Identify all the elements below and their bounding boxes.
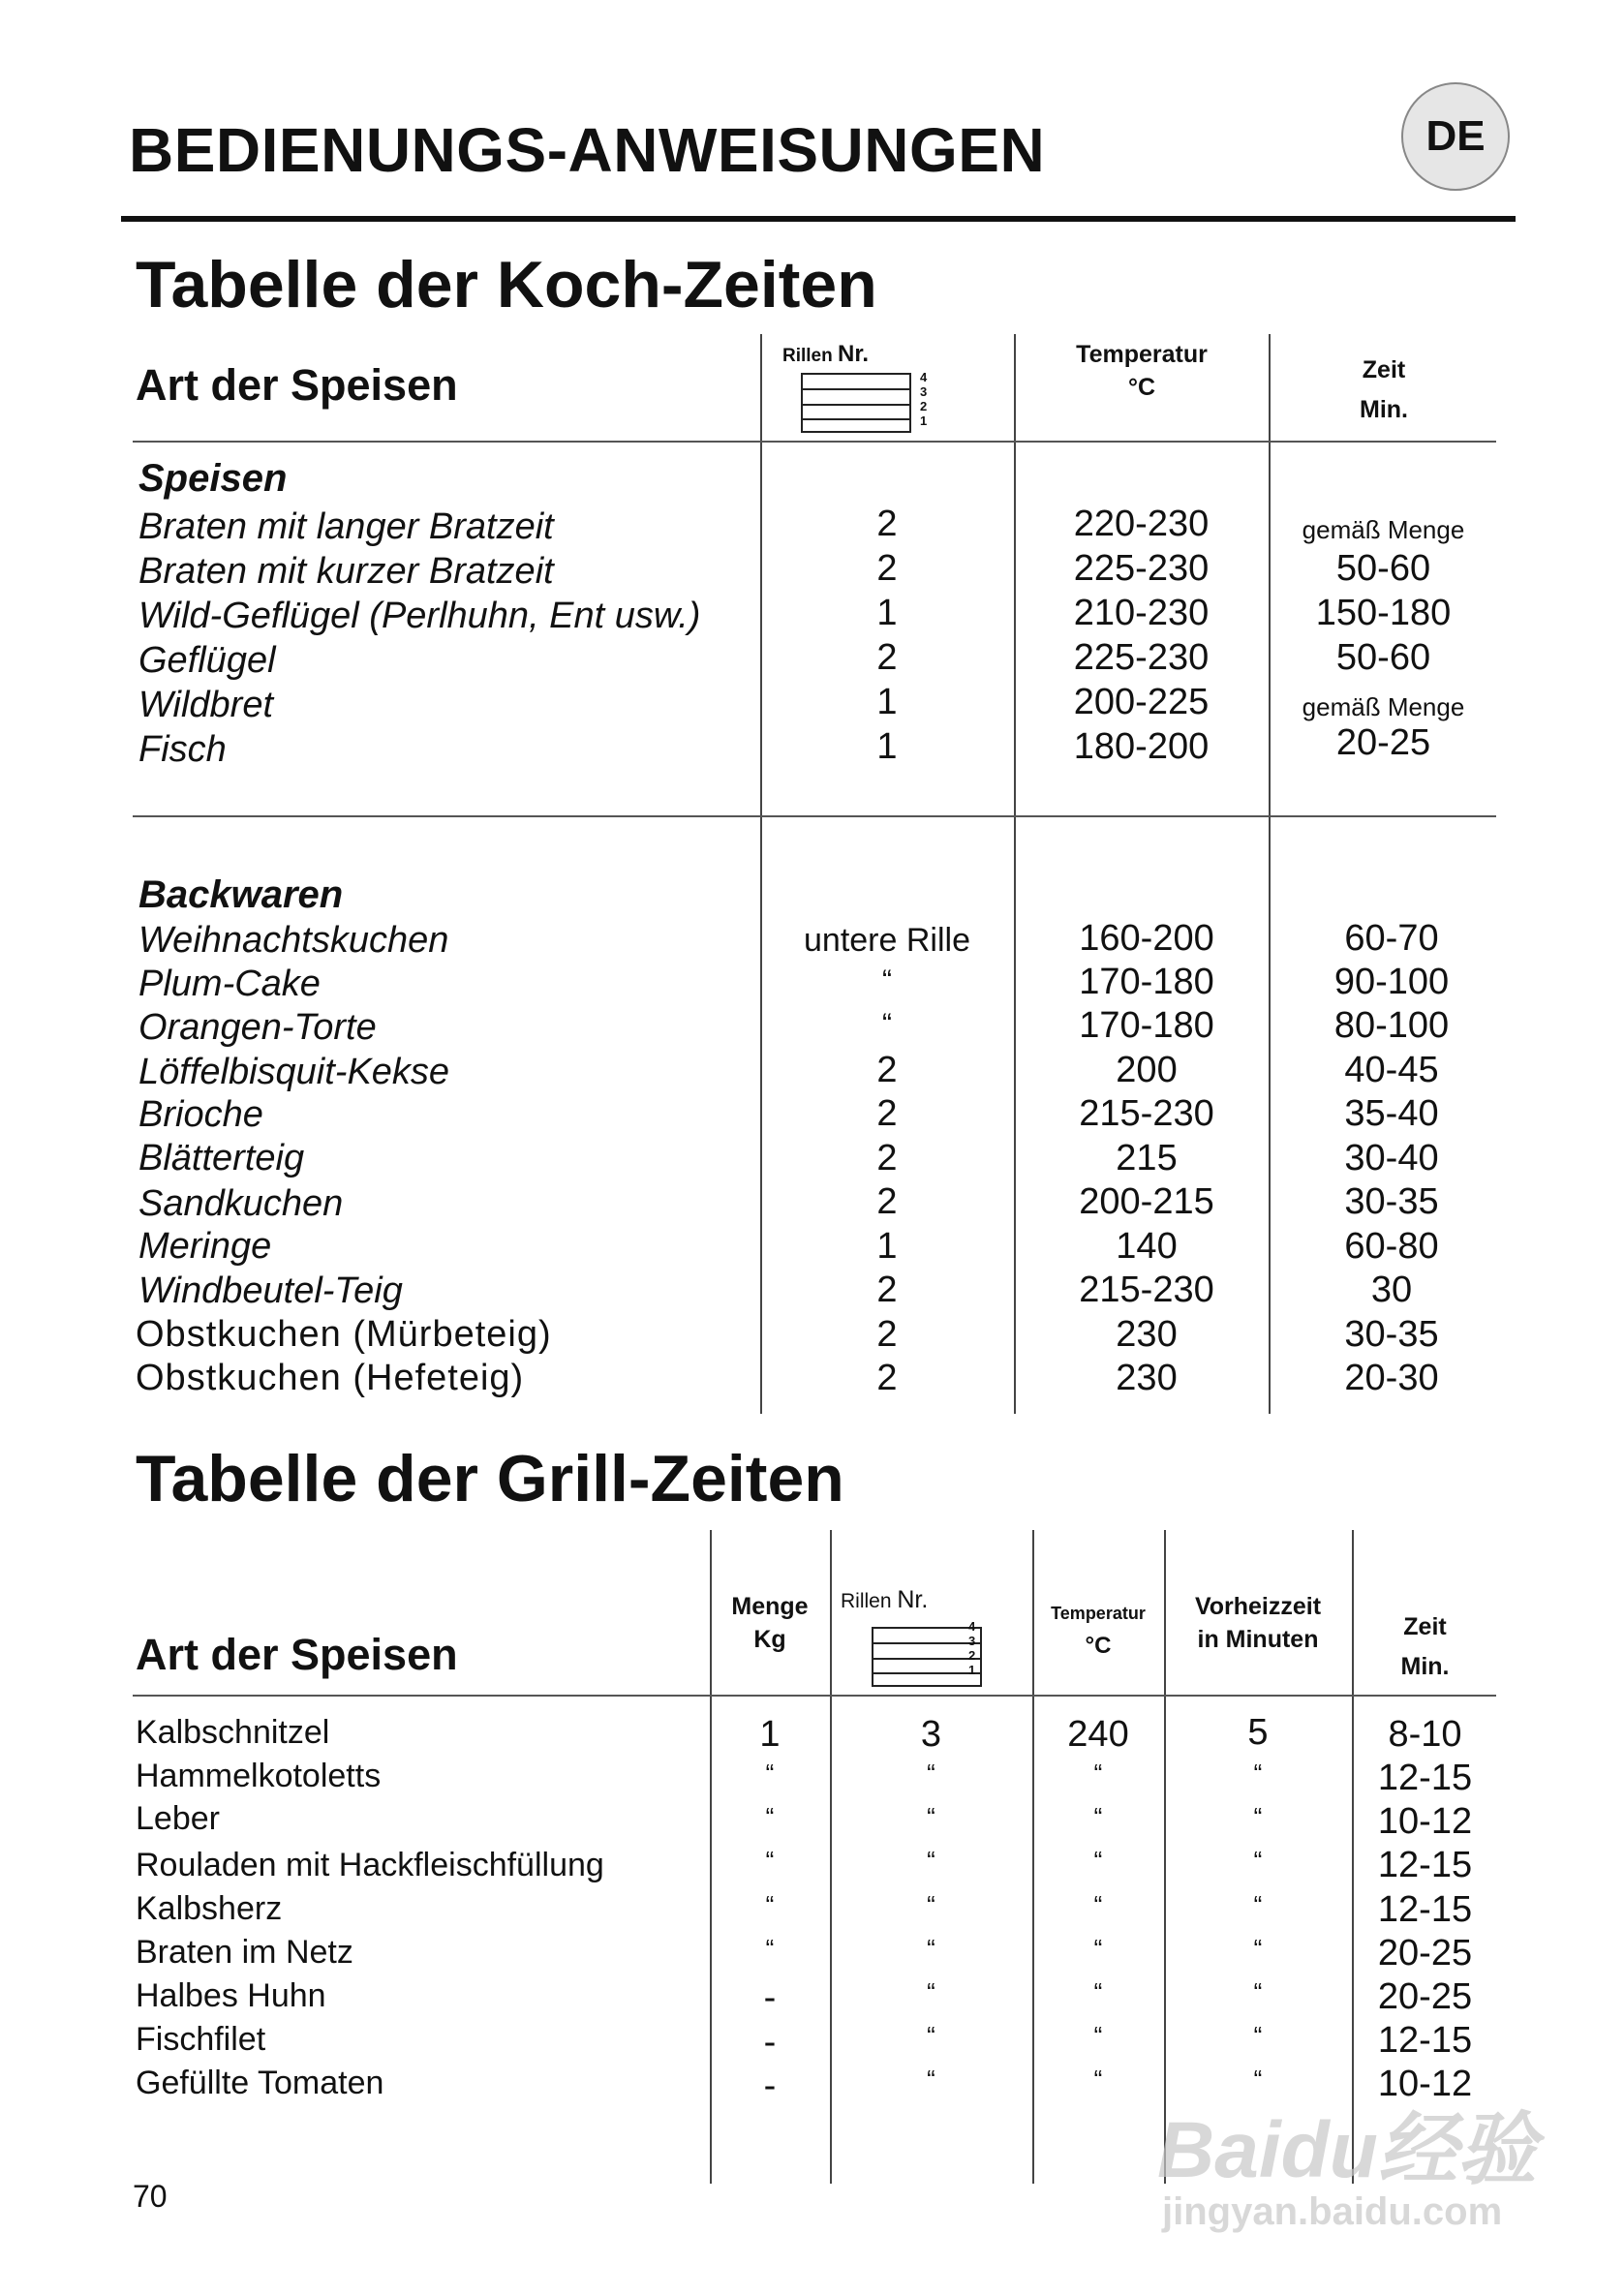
watermark-url: jingyan.baidu.com: [1162, 2190, 1503, 2233]
table-cell-rille: “: [927, 1934, 935, 1963]
table-row-dish: Plum-Cake: [138, 964, 321, 1004]
table-cell-zeit: 150-180: [1315, 593, 1452, 633]
table-cell-temp: “: [1093, 1934, 1103, 1963]
table-cell-vorheiz: “: [1253, 2065, 1263, 2094]
table-cell-rille: 1: [876, 682, 898, 722]
table-cell-vorheiz: “: [1253, 1759, 1263, 1788]
table-cell-menge: “: [765, 1802, 775, 1831]
table-row-dish: Löffelbisquit-Kekse: [138, 1052, 450, 1092]
table-cell-temp: “: [1093, 2021, 1103, 2050]
table-cell-rille: “: [882, 1008, 892, 1040]
table-row-dish: Weihnachtskuchen: [138, 920, 449, 961]
table-cell-vorheiz: “: [1253, 1890, 1263, 1919]
table-cell-vorheiz: 5: [1247, 1712, 1269, 1753]
table-cell-zeit: 60-80: [1344, 1226, 1439, 1267]
table-cell-menge: “: [765, 1846, 775, 1875]
table-cell-rille: 2: [876, 1270, 898, 1310]
table-cell-zeit: 30-35: [1344, 1181, 1439, 1222]
table-cell-rille: 2: [876, 1050, 898, 1090]
table-cell-temp: 215-230: [1079, 1093, 1214, 1134]
table-cell-rille: “: [927, 2021, 935, 2050]
table-cell-rille: untere Rille: [804, 922, 970, 959]
table-cell-temp: “: [1093, 1890, 1103, 1919]
cook-col-zeit: Zeit Min.: [1360, 356, 1408, 424]
grill-table-title: Tabelle der Grill-Zeiten: [136, 1442, 844, 1515]
table-row-dish: Blätterteig: [138, 1138, 305, 1178]
table-row-dish: Hammelkotoletts: [136, 1758, 382, 1794]
table-cell-temp: 170-180: [1079, 1005, 1214, 1046]
table-row-dish: Wild-Geflügel (Perlhuhn, Ent usw.): [138, 596, 701, 636]
table-cell-temp: 140: [1116, 1226, 1178, 1267]
table-cell-temp: 160-200: [1079, 918, 1214, 959]
table-cell-zeit: 12-15: [1377, 1758, 1473, 1798]
table-cell-vorheiz: “: [1253, 1977, 1263, 2006]
table-cell-zeit: 10-12: [1377, 2064, 1473, 2104]
table-cell-rille: “: [927, 1890, 935, 1919]
cook-col-rillen: Rillen Nr.: [782, 341, 870, 367]
table-cell-zeit: 30: [1370, 1270, 1413, 1310]
table-cell-rille: “: [927, 1846, 935, 1875]
table-cell-rille: 2: [876, 1093, 898, 1134]
document-header-title: BEDIENUNGS-ANWEISUNGEN: [129, 115, 1046, 185]
language-badge: DE: [1401, 82, 1510, 191]
table-cell-zeit: 50-60: [1335, 637, 1431, 678]
table-row-dish: Leber: [136, 1800, 220, 1837]
table-cell-temp: “: [1093, 1846, 1103, 1875]
table-cell-rille: 2: [876, 637, 898, 678]
table-row-dish: Fischfilet: [136, 2021, 266, 2058]
table-cell-temp: “: [1093, 1977, 1103, 2006]
table-cell-vorheiz: “: [1253, 2021, 1263, 2050]
table-cell-zeit: 12-15: [1377, 2020, 1473, 2061]
table-cell-zeit: 35-40: [1344, 1093, 1439, 1134]
table-cell-zeit: 30-35: [1344, 1314, 1439, 1355]
table-row-dish: Brioche: [138, 1094, 263, 1135]
table-cell-rille: “: [882, 964, 892, 996]
table-cell-menge: “: [765, 1890, 775, 1919]
table-cell-menge: -: [763, 1977, 777, 2018]
table-cell-menge: “: [765, 1934, 775, 1963]
table-cell-temp: 200-225: [1073, 682, 1210, 722]
cook-col-temperatur: Temperatur °C: [1076, 341, 1208, 401]
table-cell-temp: 225-230: [1073, 548, 1210, 589]
table-cell-rille: 2: [876, 1314, 898, 1355]
table-row-dish: Gefüllte Tomaten: [136, 2065, 384, 2101]
table-cell-menge: -: [763, 2066, 777, 2106]
table-cell-zeit: 30-40: [1344, 1138, 1439, 1178]
table-cell-temp: 180-200: [1073, 726, 1210, 767]
table-row-dish: Windbeutel-Teig: [138, 1270, 403, 1311]
cook-table-title: Tabelle der Koch-Zeiten: [136, 248, 877, 321]
table-row-dish: Braten mit kurzer Bratzeit: [138, 551, 554, 592]
cook-table-header-rule: [133, 441, 1496, 443]
grill-col-menge: Menge Kg: [731, 1593, 809, 1653]
table-cell-temp: “: [1093, 1802, 1103, 1831]
shelf-numbers: 4 3 2 1: [920, 370, 928, 428]
table-row-dish: Kalbschnitzel: [136, 1714, 330, 1751]
table-cell-temp: “: [1093, 1759, 1103, 1788]
table-cell-temp: 215-230: [1079, 1270, 1214, 1310]
grill-col-temperatur: Temperatur °C: [1051, 1604, 1146, 1659]
grill-col-vorheizzeit: Vorheizzeit in Minuten: [1194, 1593, 1322, 1653]
table-row-dish: Rouladen mit Hackfleischfüllung: [136, 1847, 604, 1883]
watermark-logo: Baidu经验: [1157, 2106, 1537, 2194]
table-cell-zeit: gemäß Menge: [1302, 692, 1465, 721]
table-cell-rille: “: [927, 1977, 935, 2006]
table-cell-zeit: 80-100: [1333, 1005, 1450, 1046]
table-cell-menge: 1: [759, 1714, 781, 1755]
table-cell-temp: 240: [1067, 1714, 1129, 1755]
table-row-dish: Obstkuchen (Hefeteig): [136, 1358, 525, 1398]
table-row-dish: Halbes Huhn: [136, 1977, 326, 2014]
table-cell-zeit: 20-25: [1335, 722, 1431, 763]
table-cell-temp: 215: [1116, 1138, 1178, 1178]
table-cell-rille: 2: [876, 548, 898, 589]
table-cell-zeit: 60-70: [1344, 918, 1439, 959]
table-row-dish: Braten mit langer Bratzeit: [138, 506, 554, 547]
table-cell-rille: 2: [876, 504, 898, 544]
table-cell-temp: 170-180: [1079, 962, 1214, 1002]
table-cell-zeit: 50-60: [1335, 548, 1431, 589]
section-title-backwaren: Backwaren: [138, 873, 344, 916]
cook-table-section-rule: [133, 815, 1496, 817]
table-cell-temp: 230: [1116, 1358, 1178, 1398]
table-cell-rille: 1: [876, 726, 898, 767]
page-number: 70: [133, 2179, 168, 2214]
table-cell-zeit: 20-30: [1344, 1358, 1439, 1398]
table-row-dish: Kalbsherz: [136, 1890, 283, 1927]
table-row-dish: Braten im Netz: [136, 1934, 353, 1971]
table-row-dish: Wildbret: [138, 685, 274, 725]
table-row-dish: Geflügel: [138, 640, 276, 681]
table-cell-rille: 2: [876, 1358, 898, 1398]
table-row-dish: Sandkuchen: [138, 1183, 344, 1224]
table-cell-menge: “: [765, 1759, 775, 1788]
table-cell-rille: 3: [920, 1714, 942, 1755]
grill-col-art: Art der Speisen: [136, 1630, 458, 1679]
table-cell-menge: -: [763, 2022, 777, 2063]
table-cell-zeit: 20-25: [1377, 1933, 1473, 1974]
table-cell-rille: 1: [876, 593, 898, 633]
table-cell-rille: “: [927, 1802, 935, 1831]
table-cell-zeit: 8-10: [1388, 1714, 1462, 1755]
grill-table-header-rule: [133, 1695, 1496, 1697]
table-row-dish: Obstkuchen (Mürbeteig): [136, 1314, 552, 1355]
table-cell-zeit: 40-45: [1344, 1050, 1439, 1090]
cook-col-art: Art der Speisen: [136, 360, 458, 410]
table-cell-vorheiz: “: [1253, 1846, 1263, 1875]
shelf-numbers: 4 3 2 1: [968, 1619, 976, 1677]
table-cell-temp: 230: [1116, 1314, 1178, 1355]
table-row-dish: Fisch: [138, 729, 227, 770]
header-rule: [121, 216, 1516, 222]
table-cell-rille: “: [927, 1759, 935, 1788]
table-cell-vorheiz: “: [1253, 1934, 1263, 1963]
table-cell-rille: 2: [876, 1181, 898, 1222]
table-cell-vorheiz: “: [1253, 1802, 1263, 1831]
grill-col-rillen: Rillen Nr.: [841, 1586, 929, 1613]
table-cell-rille: 1: [876, 1226, 898, 1267]
table-cell-zeit: 12-15: [1377, 1845, 1473, 1885]
table-row-dish: Orangen-Torte: [138, 1007, 377, 1048]
table-cell-temp: 200: [1116, 1050, 1178, 1090]
shelf-diagram-icon: [872, 1627, 982, 1687]
table-cell-temp: 225-230: [1073, 637, 1210, 678]
table-cell-zeit: 10-12: [1377, 1801, 1473, 1842]
section-title-speisen: Speisen: [138, 457, 288, 500]
table-cell-temp: 210-230: [1073, 593, 1210, 633]
table-row-dish: Meringe: [138, 1226, 272, 1267]
table-cell-temp: “: [1093, 2065, 1103, 2094]
table-cell-zeit: 12-15: [1377, 1889, 1473, 1930]
table-cell-temp: 200-215: [1079, 1181, 1214, 1222]
shelf-diagram-icon: [801, 373, 911, 433]
table-cell-zeit: 90-100: [1333, 962, 1450, 1002]
table-cell-rille: “: [927, 2065, 935, 2094]
table-cell-zeit: gemäß Menge: [1302, 515, 1465, 544]
table-cell-rille: 2: [876, 1138, 898, 1178]
table-cell-temp: 220-230: [1073, 504, 1210, 544]
table-cell-zeit: 20-25: [1377, 1976, 1473, 2017]
grill-col-zeit: Zeit Min.: [1400, 1613, 1450, 1681]
